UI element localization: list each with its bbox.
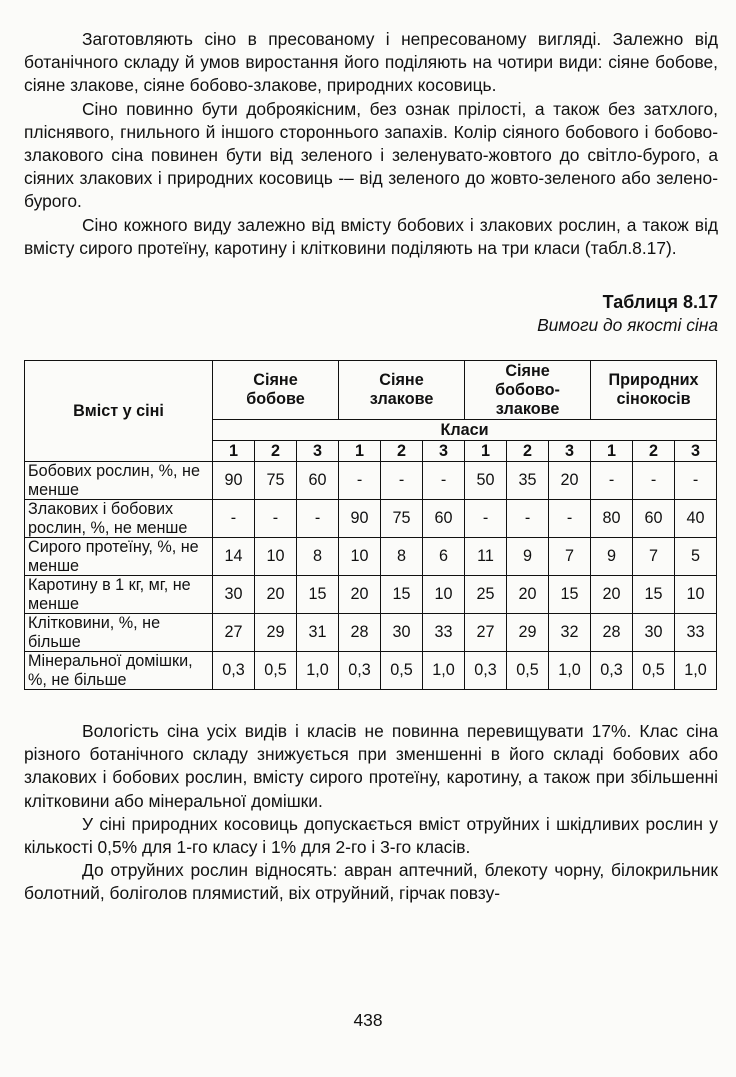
class-number: 1 [213,441,255,462]
table-cell: 20 [255,576,297,614]
table-cell: 0,5 [633,652,675,690]
table-number: Таблиця 8.17 [602,292,718,313]
table-cell: 25 [465,576,507,614]
class-number: 3 [423,441,465,462]
row-label: Сирого протеїну, %, не менше [25,538,213,576]
classes-header: Класи [213,420,717,441]
table-cell: 33 [423,614,465,652]
table-cell: 90 [339,500,381,538]
page-number: 438 [353,1010,383,1030]
table-cell: - [381,462,423,500]
table-cell: 32 [549,614,591,652]
table-cell: 30 [381,614,423,652]
group-header: Сіяне бобово-злакове [465,361,591,420]
table-cell: - [591,462,633,500]
row-label: Каротину в 1 кг, мг, не менше [25,576,213,614]
table-cell: 0,3 [591,652,633,690]
table-cell: - [633,462,675,500]
table-cell: 28 [591,614,633,652]
paragraph: До отруйних рослин відносять: авран аптечний, блекоту чорну, білокрильник болотний, боліголов плямистий, віх отруйний, гірчак повзу- [24,860,718,904]
table-cell: 80 [591,500,633,538]
quality-table [24,360,717,690]
table-cell: 20 [591,576,633,614]
table-cell: - [675,462,717,500]
table-cell: 0,3 [465,652,507,690]
table-cell: 1,0 [549,652,591,690]
class-number: 2 [633,441,675,462]
class-number: 2 [381,441,423,462]
class-number: 1 [591,441,633,462]
table-cell: - [255,500,297,538]
table-cell: 30 [633,614,675,652]
table-cell: 50 [465,462,507,500]
table-cell: 29 [507,614,549,652]
table-cell: 20 [507,576,549,614]
table-cell: - [507,500,549,538]
table-cell: 8 [297,538,339,576]
table-cell: - [297,500,339,538]
table-cell: 60 [423,500,465,538]
table-cell: 60 [633,500,675,538]
table-cell: 0,5 [381,652,423,690]
table-cell: 10 [423,576,465,614]
table-cell: 28 [339,614,381,652]
table-cell: 6 [423,538,465,576]
table-cell: - [213,500,255,538]
table-row [25,576,717,614]
row-label: Злакових і бобових рослин, %, не менше [25,500,213,538]
table-cell: 1,0 [297,652,339,690]
class-number: 2 [255,441,297,462]
class-number: 3 [297,441,339,462]
class-number: 1 [339,441,381,462]
row-header: Вміст у сіні [25,361,213,462]
paragraph: Вологість сіна усіх видів і класів не повинна перевищувати 17%. Клас сіна різного ботанічного складу знижується при зменшенні в його складі бобових або злакових і бобових рослин, вмісту сирого протеїну, каротину, а також при збільшенні клітковини або мінеральної домішки. [24,721,718,811]
table-cell: 0,5 [255,652,297,690]
paragraph: У сіні природних косовиць допускається вміст отруйних і шкідливих рослин у кількості 0,5% для 1-го класу і 1% для 2-го і 3-го класів. [24,813,718,858]
table-cell: 0,5 [507,652,549,690]
table-row [25,614,717,652]
row-label: Мінеральної домішки, %, не більше [25,652,213,690]
table-cell: 75 [381,500,423,538]
table-cell: 20 [549,462,591,500]
table-cell: 29 [255,614,297,652]
table-row [25,652,717,690]
table-row [25,462,717,500]
class-number: 3 [675,441,717,462]
table-cell: 31 [297,614,339,652]
table-cell: 5 [675,538,717,576]
table-cell: 30 [213,576,255,614]
table-cell: 1,0 [423,652,465,690]
table-cell: 14 [213,538,255,576]
row-label: Клітковини, %, не більше [25,614,213,652]
table-cell: 20 [339,576,381,614]
table-cell: 90 [213,462,255,500]
class-number: 2 [507,441,549,462]
table-cell: 7 [633,538,675,576]
table-cell: 15 [297,576,339,614]
table-cell: 9 [591,538,633,576]
class-number: 1 [465,441,507,462]
table-cell: - [465,500,507,538]
table-title: Вимоги до якості сіна [537,315,718,336]
page [24,28,718,906]
paragraph: Сіно повинно бути доброякісним, без ознак прілості, а також без затхлого, пліснявого, гнильного й іншого стороннього запахів. Колір сіяного бобового і бобово-злакового сіна повинен бути від зеленого і зеленувато-жовтого до світло-бурого, а сіяних злакових і природних косовиць -– від зеленого до жовто-зеленого або зелено-бурого. [24,98,718,212]
table-cell: 33 [675,614,717,652]
table-cell: 27 [465,614,507,652]
table-cell: 0,3 [213,652,255,690]
table-caption [24,290,718,337]
table-cell: 8 [381,538,423,576]
table-cell: 10 [255,538,297,576]
table-cell: 15 [549,576,591,614]
table-cell: 9 [507,538,549,576]
row-label: Бобових рослин, %, не менше [25,462,213,500]
table-cell: 10 [675,576,717,614]
table-cell: 15 [381,576,423,614]
table-row [25,538,717,576]
table-cell: 27 [213,614,255,652]
table-cell: 0,3 [339,652,381,690]
table-cell: 15 [633,576,675,614]
table-cell: 35 [507,462,549,500]
table-cell: 7 [549,538,591,576]
group-header: Природних сінокосів [591,361,717,420]
paragraph: Заготовляють сіно в пресованому і непресованому вигляді. Залежно від ботанічного складу й умов виростання його поділяють на чотири види: сіяне бобове, сіяне злакове, сіяне бобово-злакове, природних косовиць. [24,29,718,96]
table-cell: 75 [255,462,297,500]
table-cell: - [339,462,381,500]
table-cell: 60 [297,462,339,500]
class-number: 3 [549,441,591,462]
table-cell: 1,0 [675,652,717,690]
table-cell: 11 [465,538,507,576]
table-cell: 40 [675,500,717,538]
table-row [25,500,717,538]
table-cell: - [549,500,591,538]
paragraph: Сіно кожного виду залежно від вмісту бобових і злакових рослин, а також від вмісту сирого протеїну, каротину і клітковини поділяють на три класи (табл.8.17). [24,214,718,258]
table-cell: - [423,462,465,500]
group-header: Сіяне злакове [339,361,465,420]
group-header: Сіяне бобове [213,361,339,420]
table-cell: 10 [339,538,381,576]
